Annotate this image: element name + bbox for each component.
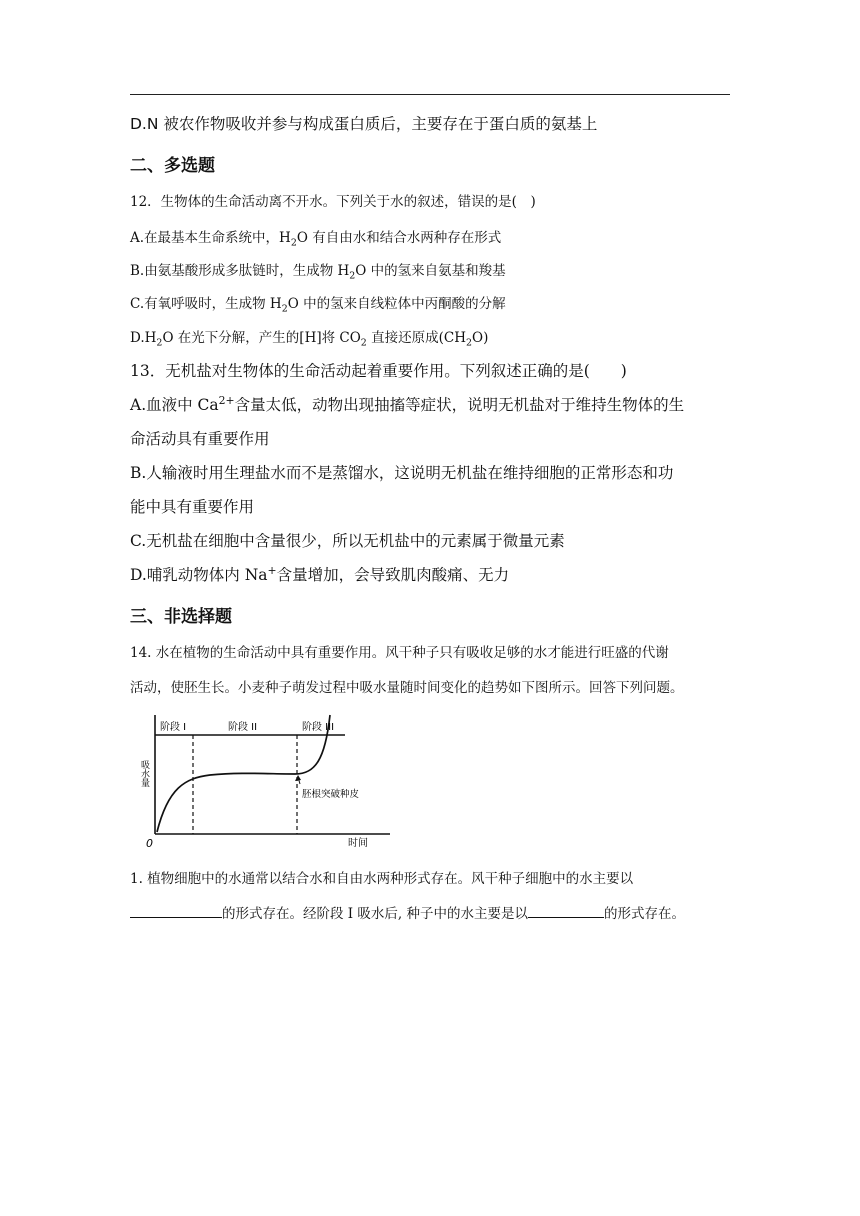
top-rule xyxy=(130,94,730,95)
question-13-stem: 13．无机盐对生物体的生命活动起着重要作用。下列叙述正确的是( ) xyxy=(130,362,627,380)
stage-1-label: 阶段 I xyxy=(160,722,187,733)
question-12-stem: 12．生物体的生命活动离不开水。下列关于水的叙述，错误的是( ) xyxy=(130,194,536,210)
question-13-option-d: D.哺乳动物体内 Na+含量增加，会导致肌肉酸痛、无力 xyxy=(130,563,510,584)
annotation-arrowhead xyxy=(295,775,301,781)
question-14-sub1-line2: 的形式存在。经阶段 I 吸水后, 种子中的水主要是以 的形式存在。 xyxy=(130,902,685,922)
previous-option-d: D.N 被农作物吸收并参与构成蛋白质后，主要存在于蛋白质的氨基上 xyxy=(130,115,598,133)
question-13-option-b: B.人输液时用生理盐水而不是蒸馏水，这说明无机盐在维持细胞的正常形态和功 xyxy=(130,464,674,482)
question-14-sub1-line1: 1. 植物细胞中的水通常以结合水和自由水两种形式存在。风干种子细胞中的水主要以 xyxy=(130,871,634,887)
question-13-option-a-cont: 命活动具有重要作用 xyxy=(130,430,270,448)
question-13-option-a: A.血液中 $Ca^{2+}$含量太低，动物出现抽搐等症状，说明无机盐对于维持生物体的生 xyxy=(130,393,685,414)
question-14-stem-line1: 14. 水在植物的生命活动中具有重要作用。风干种子只有吸收足够的水才能进行旺盛的代谢 xyxy=(130,645,669,661)
question-14-stem-line2: 活动，使胚生长。小麦种子萌发过程中吸水量随时间变化的趋势如下图所示。回答下列问题。 xyxy=(130,680,684,696)
question-12-option-c: C.有氧呼吸时，生成物 $H_2O$ 中的氢来自线粒体中丙酮酸的分解 xyxy=(130,296,506,315)
y-axis-label: 吸水量 xyxy=(139,760,149,787)
answer-blank-2[interactable] xyxy=(528,904,604,919)
question-13-option-b-cont: 能中具有重要作用 xyxy=(130,498,255,516)
stage-3-label: 阶段 III xyxy=(302,722,335,733)
water-absorption-graph xyxy=(130,710,400,855)
question-13-option-c: C.无机盐在细胞中含量很少，所以无机盐中的元素属于微量元素 xyxy=(130,532,565,550)
x-axis-label: 时间 xyxy=(348,838,368,849)
section-heading-multiple-choice: 二、多选题 xyxy=(130,156,215,176)
annotation-label: 胚根突破种皮 xyxy=(302,789,360,800)
section-heading-non-choice: 三、非选择题 xyxy=(130,607,232,627)
answer-blank-1[interactable] xyxy=(130,904,222,919)
question-12-option-a: A.在最基本生命系统中，$H_2O$ 有自由水和结合水两种存在形式 xyxy=(130,230,502,249)
origin-label: 0 xyxy=(146,837,153,850)
question-12-option-b: B.由氨基酸形成多肽链时，生成物 $H_2O$ 中的氢来自氨基和羧基 xyxy=(130,263,506,282)
question-12-option-d: $D.H_2O$ 在光下分解，产生的[H]将 $CO_2$ 直接还原成$(CH_2O)$ xyxy=(130,330,489,349)
stage-2-label: 阶段 II xyxy=(228,722,258,733)
